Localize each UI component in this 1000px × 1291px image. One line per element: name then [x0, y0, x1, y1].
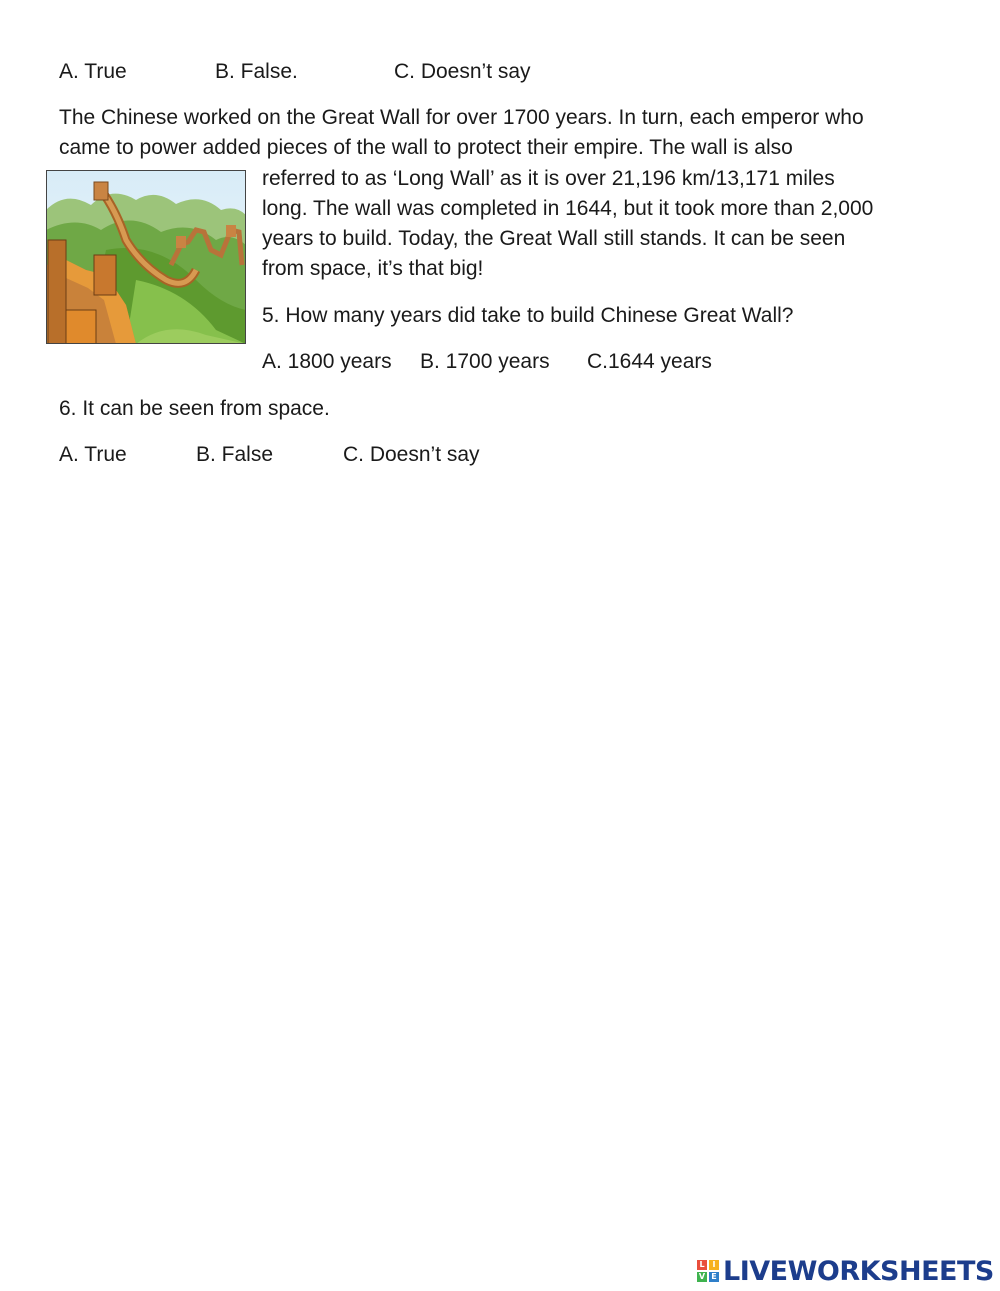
logo-grid-icon [697, 1260, 719, 1282]
passage-line-1: The Chinese worked on the Great Wall for over 1700 years. In turn, each emperor who [59, 106, 864, 129]
logo-text: LIVEWORKSHEETS [723, 1255, 994, 1287]
passage-line-2: came to power added pieces of the wall to protect their empire. The wall is also [59, 136, 793, 159]
liveworksheets-logo[interactable] [697, 1254, 994, 1288]
q6-option-false[interactable]: B. False [196, 443, 274, 466]
question-6-prompt: 6. It can be seen from space. [59, 397, 330, 420]
q5-option-1700-years[interactable]: B. 1700 years [420, 350, 550, 373]
q5-option-1644-years[interactable]: C.1644 years [587, 350, 712, 373]
question-5-prompt: 5. How many years did take to build Chinese Great Wall? [262, 304, 794, 327]
logo-letter-l: L [697, 1260, 707, 1270]
q5-option-1800-years[interactable]: A. 1800 years [262, 350, 392, 373]
logo-letter-e: E [709, 1272, 719, 1282]
q4-option-doesnt-say[interactable]: C. Doesn’t say [394, 60, 531, 83]
logo-letter-i: I [709, 1260, 719, 1270]
q4-option-false[interactable]: B. False. [215, 60, 298, 83]
q6-option-doesnt-say[interactable]: C. Doesn’t say [343, 443, 480, 466]
passage-line-3: referred to as ‘Long Wall’ as it is over 21,196 km/13,171 miles [262, 167, 835, 190]
passage-line-5: years to build. Today, the Great Wall still stands. It can be seen [262, 227, 846, 250]
q6-option-true[interactable]: A. True [59, 443, 127, 466]
logo-letter-v: V [698, 1272, 706, 1281]
q4-option-true[interactable]: A. True [59, 60, 127, 83]
passage-line-6: from space, it’s that big! [262, 257, 484, 280]
passage-line-4: long. The wall was completed in 1644, but it took more than 2,000 [262, 197, 874, 220]
great-wall-illustration [46, 170, 246, 344]
